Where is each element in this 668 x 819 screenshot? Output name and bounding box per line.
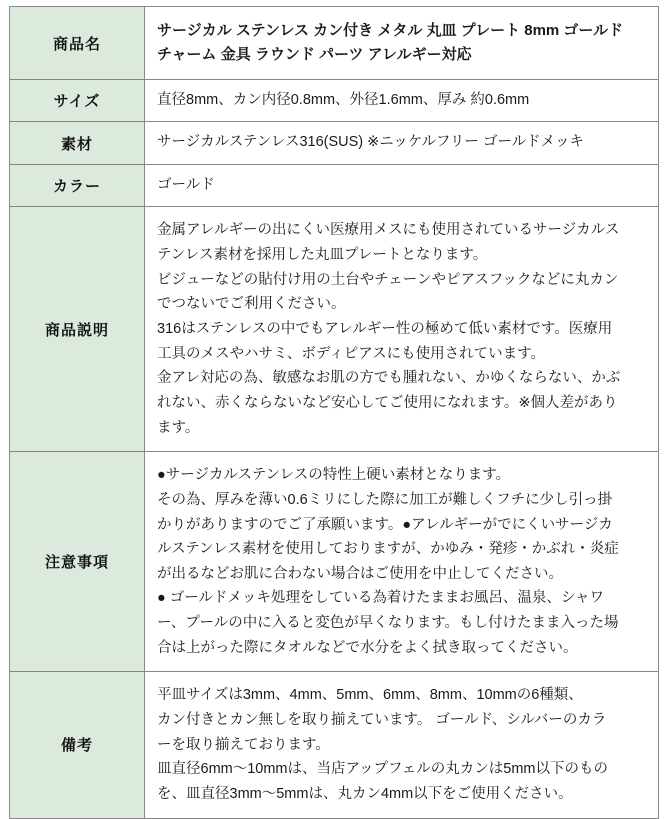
text-line: ●サージカルステンレスの特性上硬い素材となります。	[157, 467, 511, 484]
text-line: 316はステンレスの中でもアレルギー性の極めて低い素材です。医療用	[157, 321, 613, 338]
text-line: かりがありますのでご了承願います。●アレルギーがでにくいサージカ	[157, 516, 613, 533]
text-line: ルステンレス素材を使用しておりますが、かゆみ・発疹・かぶれ・炎症	[157, 541, 619, 558]
table-row-size	[10, 80, 659, 122]
row-label-description: 商品説明	[10, 207, 145, 452]
text-line: ーを取り揃えております。	[157, 736, 330, 753]
text-line: 皿直径6mm〜10mmは、当店アップフェルの丸カンは5mm以下のもの	[157, 761, 608, 778]
text-line: 合は上がった際にタオルなどで水分をよく拭き取ってください。	[157, 639, 578, 656]
text-line: が出るなどお肌に合わない場合はご使用を中止してください。	[157, 565, 563, 582]
text-line: ます。	[157, 419, 200, 436]
text-line: 金アレ対応の為、敏感なお肌の方でも腫れない、かゆくならない、かぶ	[157, 370, 621, 387]
row-value-color	[145, 164, 659, 206]
row-value-notes	[145, 452, 659, 672]
text-line: れない、赤くならないなど安心してご使用になれます。※個人差があり	[157, 394, 618, 411]
table-row-description	[10, 207, 659, 452]
text-line: カン付きとカン無しを取り揃えています。 ゴールド、シルバーのカラ	[157, 711, 607, 728]
table-row-notes	[10, 452, 659, 672]
text-line: 工具のメスやハサミ、ボディピアスにも使用されています。	[157, 345, 546, 362]
row-value-material	[145, 122, 659, 164]
text-line: でつないでご利用ください。	[157, 296, 346, 313]
row-value-remarks	[145, 672, 659, 818]
text-line: ゴールド	[157, 176, 215, 193]
text-line: を、皿直径3mm〜5mmは、丸カン4mm以下をご使用ください。	[157, 785, 573, 802]
text-line: サージカル ステンレス カン付き メタル 丸皿 プレート 8mm ゴールド	[157, 22, 624, 39]
table-row-remarks	[10, 672, 659, 818]
table-row-material	[10, 122, 659, 164]
text-line: ー、プールの中に入ると変色が早くなります。もし付けたまま入った場	[157, 615, 619, 632]
text-line: ビジューなどの貼付け用の土台やチェーンやピアスフックなどに丸カン	[157, 271, 619, 288]
row-value-product-name	[145, 7, 659, 80]
row-label-remarks: 備考	[10, 672, 145, 818]
product-spec-table	[9, 6, 659, 819]
text-line: 金属アレルギーの出にくい医療用メスにも使用されているサージカルス	[157, 222, 620, 239]
row-value-size	[145, 80, 659, 122]
text-line: ● ゴールドメッキ処理をしている為着けたままお風呂、温泉、シャワ	[157, 590, 605, 607]
text-line: テンレス素材を採用した丸皿プレートとなります。	[157, 247, 488, 264]
text-line: 直径8mm、カン内径0.8mm、外径1.6mm、厚み 約0.6mm	[157, 92, 530, 108]
row-label-material: 素材	[10, 122, 145, 164]
row-label-notes: 注意事項	[10, 452, 145, 672]
text-line: サージカルステンレス316(SUS) ※ニッケルフリー ゴールドメッキ	[157, 134, 585, 151]
row-label-size: サイズ	[10, 80, 145, 122]
table-row-color	[10, 164, 659, 206]
row-label-product-name: 商品名	[10, 7, 145, 80]
spec-table-body	[10, 7, 659, 819]
text-line: 平皿サイズは3mm、4mm、5mm、6mm、8mm、10mmの6種類、	[157, 687, 583, 704]
text-line: その為、厚みを薄い0.6ミリにした際に加工が難しくフチに少し引っ掛	[157, 491, 613, 508]
text-line: チャーム 金具 ラウンド パーツ アレルギー対応	[157, 46, 472, 63]
row-label-color: カラー	[10, 164, 145, 206]
row-value-description	[145, 207, 659, 452]
table-row-product-name	[10, 7, 659, 80]
